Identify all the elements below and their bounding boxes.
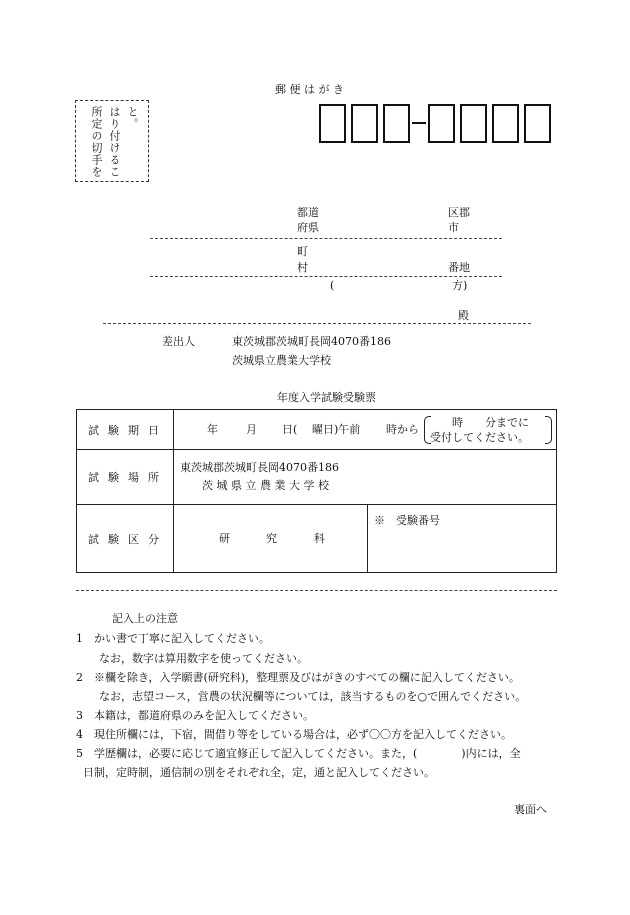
label-todoufuken-bottom: 府県 — [297, 221, 319, 234]
postal-code-dash — [412, 122, 426, 124]
label-banchi: 番地 — [448, 261, 470, 274]
note-item: 日制，定時制，通信制の別をそれぞれ全，定，通と記入してください。 — [83, 766, 435, 779]
postal-code-box-4[interactable] — [428, 104, 455, 143]
label-dono: 殿 — [458, 309, 469, 322]
reception-deadline: 時 分までに — [452, 416, 529, 429]
exam-date-cell — [174, 410, 557, 450]
label-machi: 町 — [297, 245, 308, 258]
exam-place-cell — [174, 450, 557, 505]
note-item: 3 本籍は，都道府県のみを記入してください。 — [76, 709, 314, 722]
note-item: 4 現住所欄には，下宿，間借り等をしている場合は，必ず〇〇方を記入してください。 — [76, 728, 512, 741]
note-item: なお，志望コース，営農の状況欄等については，該当するものを○で囲んでください。 — [99, 690, 527, 703]
label-todoufuken-top: 都道 — [297, 206, 319, 219]
table-row-exam-place — [77, 450, 557, 505]
postcard-title: 郵 便 は が き — [275, 83, 344, 96]
label-exam-category: 試験区分 — [77, 505, 174, 573]
notes-title: 記入上の注意 — [112, 612, 178, 625]
stamp-text-col1: 所定の切手を — [90, 106, 103, 178]
label-kugun-top: 区郡 — [448, 206, 470, 219]
stamp-text-col3: と。 — [126, 106, 139, 130]
label-exam-date: 試験期日 — [77, 410, 174, 450]
exam-date-weekday: 曜日)午前 — [312, 423, 361, 436]
note-item: 5 学歴欄は，必要に応じて適宜修正して記入してください。また，( )内には，全 — [76, 747, 521, 760]
exam-date-day: 日( — [282, 423, 298, 436]
stamp-text-col2: はり付けるこ — [108, 106, 121, 178]
exam-date-year: 年 — [207, 423, 218, 436]
reception-instruction: 受付してください。 — [430, 431, 529, 444]
exam-place-school: 茨 城 県 立 農 業 大 学 校 — [202, 479, 329, 492]
sender-school: 茨城県立農業大学校 — [232, 354, 331, 367]
exam-date-time-from: 時から — [386, 423, 419, 436]
category-kyu: 究 — [266, 532, 277, 545]
label-exam-place: 試験場所 — [77, 450, 174, 505]
note-item: なお，数字は算用数字を使ってください。 — [99, 652, 308, 665]
bracket-right — [545, 416, 552, 444]
label-paren-open: ( — [330, 279, 335, 292]
stamp-area — [75, 100, 149, 182]
reverse-side-note: 裏面へ — [514, 803, 547, 816]
table-row-exam-category — [77, 505, 557, 573]
address-line-2[interactable] — [150, 276, 502, 277]
name-line[interactable] — [103, 323, 531, 324]
postal-code-box-1[interactable] — [319, 104, 346, 143]
category-ka: 科 — [314, 532, 325, 545]
address-line-1[interactable] — [150, 238, 502, 239]
postal-code-box-7[interactable] — [524, 104, 551, 143]
note-item: 2 ※欄を除き，入学願書(研究科)，整理票及びはがきのすべての欄に記入してください。 — [76, 671, 520, 684]
label-mura: 村 — [297, 261, 308, 274]
ticket-title: 年度入学試験受験票 — [277, 391, 376, 404]
label-kugun-bottom: 市 — [448, 221, 459, 234]
note-item: 1 かい書で丁寧に記入してください。 — [76, 632, 270, 645]
table-row-exam-date — [77, 410, 557, 450]
exam-place-address: 東茨城郡茨城町長岡4070番186 — [180, 461, 339, 474]
exam-number-cell[interactable] — [368, 505, 557, 573]
postal-code-box-5[interactable] — [460, 104, 487, 143]
exam-number-label: ※ 受験番号 — [374, 514, 440, 527]
category-ken: 研 — [219, 532, 230, 545]
postal-code-box-3[interactable] — [383, 104, 410, 143]
exam-ticket-table — [76, 409, 557, 573]
exam-category-cell — [174, 505, 368, 573]
exam-date-month: 月 — [246, 423, 257, 436]
sender-label: 差出人 — [162, 335, 195, 348]
label-kata: 方) — [452, 279, 468, 292]
cut-line — [76, 590, 557, 591]
postal-code-box-2[interactable] — [351, 104, 378, 143]
postal-code-box-6[interactable] — [492, 104, 519, 143]
sender-address: 東茨城郡茨城町長岡4070番186 — [232, 335, 391, 348]
